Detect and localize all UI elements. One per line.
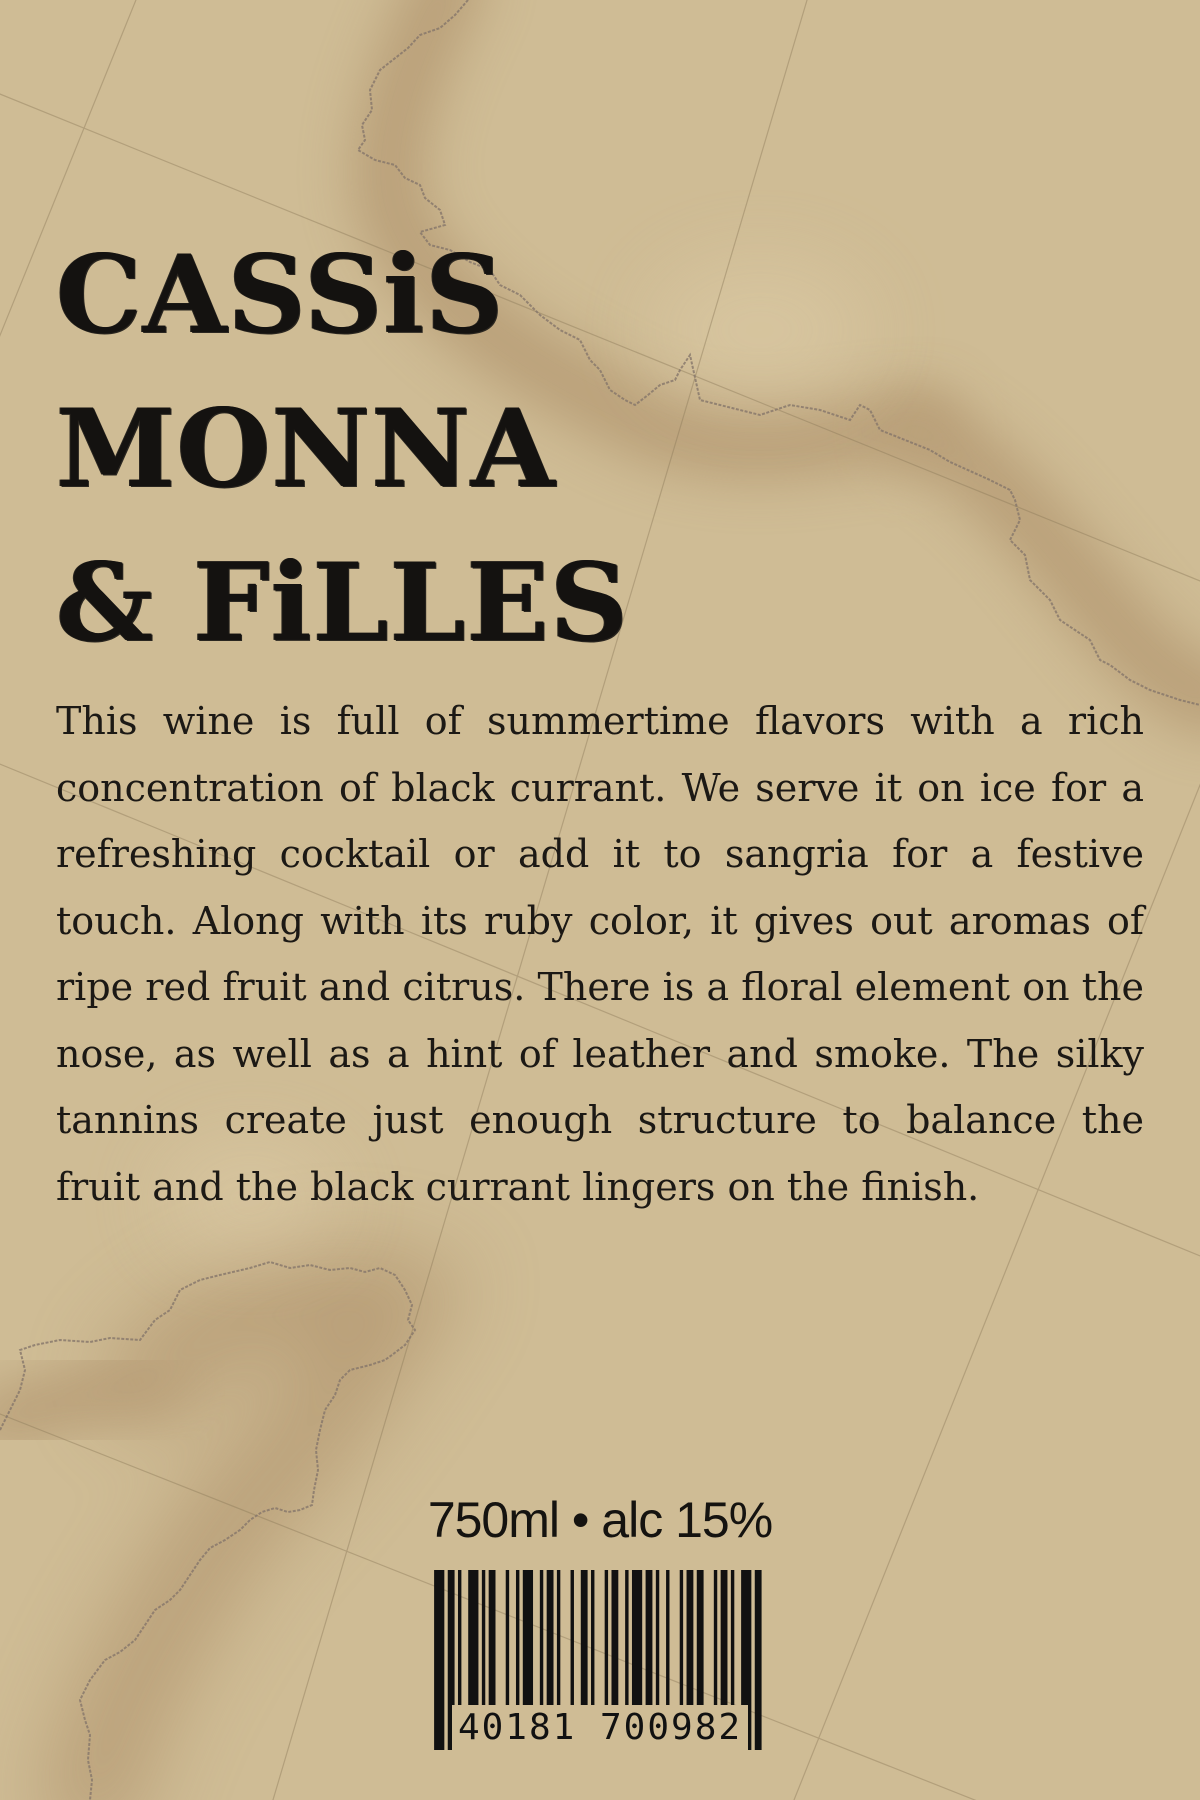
barcode-bar	[434, 1570, 444, 1750]
barcode-bar	[697, 1570, 704, 1710]
barcode-bar	[714, 1570, 717, 1710]
barcode-bar	[547, 1570, 554, 1710]
barcode-bar	[591, 1570, 594, 1710]
barcode-bar	[468, 1570, 478, 1710]
barcode-bar	[581, 1570, 588, 1710]
barcode-bar	[666, 1570, 669, 1710]
barcode-bar	[625, 1570, 628, 1710]
title-line-2: MONNA	[56, 386, 556, 512]
barcode-bar	[523, 1570, 533, 1710]
volume-alcohol-info: 750ml • alc 15%	[427, 1492, 773, 1548]
barcode-bar	[506, 1570, 509, 1710]
barcode-bar	[680, 1570, 683, 1710]
barcode-bar	[557, 1570, 560, 1710]
barcode-bar	[721, 1570, 728, 1710]
barcode-bar	[605, 1570, 608, 1710]
barcode-bar	[611, 1570, 618, 1710]
title-line-3: & FiLLES	[56, 540, 629, 666]
barcode-bar	[489, 1570, 496, 1710]
barcode-number: 40181 700982	[452, 1705, 748, 1751]
barcode-bar	[482, 1570, 485, 1710]
barcode-bar	[632, 1570, 642, 1710]
wine-description: This wine is full of summertime flavors with a rich concentration of black currant. We serve it on ice for a refreshing cocktail or add it to sangria for a festive touch. Along with its ruby color, it gives out aromas of ripe red fruit and citrus. There is a floral element on the nose, as well as a hint of leather and smoke. The silky tannins create just enough structure to balance the fruit and the black currant lingers on the finish.	[56, 699, 1144, 1209]
barcode-bar	[656, 1570, 659, 1710]
barcode-bar	[516, 1570, 519, 1710]
barcode-bar	[731, 1570, 734, 1710]
title-line-1: CASSiS	[56, 232, 505, 358]
barcode-bar	[646, 1570, 653, 1710]
barcode-bar	[755, 1570, 762, 1750]
barcode-bar	[687, 1570, 694, 1710]
barcode-bar	[571, 1570, 574, 1710]
wine-title	[56, 218, 629, 680]
barcode-bar	[458, 1570, 461, 1710]
barcode-bar	[540, 1570, 543, 1710]
